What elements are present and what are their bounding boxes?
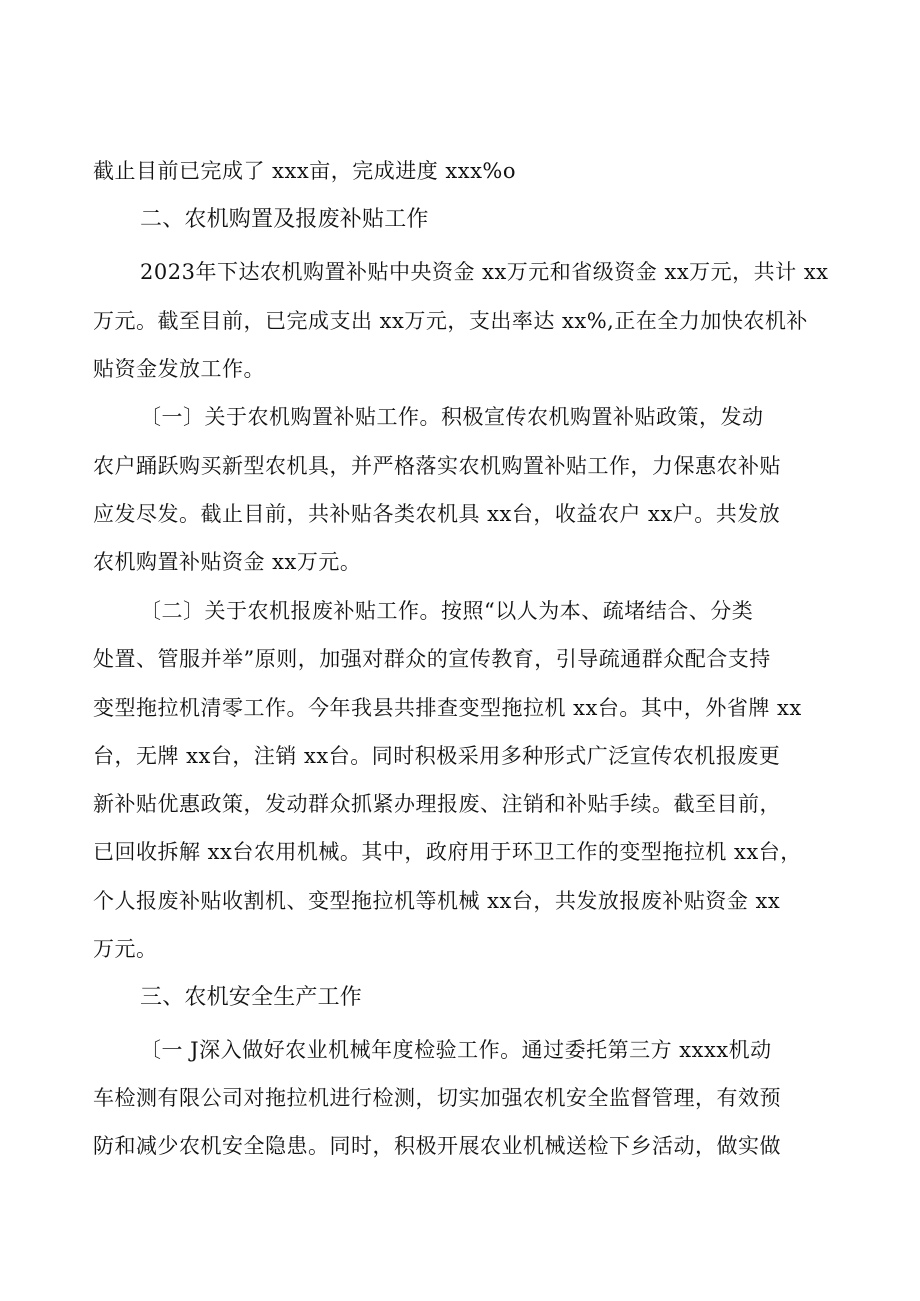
- paragraph-line: 截止目前已完成了 xxx亩，完成进度 xxx%o: [93, 159, 517, 183]
- paragraph-line: 万元。截至目前，已完成支出 xx万元，支出率达 xx%,正在全力加快农机补: [93, 309, 808, 333]
- paragraph-line: 〔二〕关于农机报废补贴工作。按照“以人为本、疏堵结合、分类: [140, 599, 754, 623]
- paragraph-line: 个人报废补贴收割机、变型拖拉机等机械 xx台，共发放报废补贴资金 xx: [93, 889, 781, 913]
- paragraph-line: 新补贴优惠政策，发动群众抓紧办理报废、注销和补贴手续。截至目前，: [93, 792, 781, 816]
- paragraph-line: 贴资金发放工作。: [93, 357, 265, 381]
- paragraph-line: 农户踊跃购买新型农机具，并严格落实农机购置补贴工作，力保惠农补贴: [93, 454, 781, 478]
- section-heading: 二、农机购置及报废补贴工作: [140, 207, 429, 232]
- paragraph-line: 已回收拆解 xx台农用机械。其中，政府用于环卫工作的变型拖拉机 xx台，: [93, 840, 802, 864]
- section-heading: 三、农机安全生产工作: [140, 985, 363, 1010]
- paragraph-line: 车检测有限公司对拖拉机进行检测，切实加强农机安全监督管理，有效预: [93, 1086, 781, 1110]
- paragraph-line: 万元。: [93, 937, 158, 961]
- paragraph-line: 应发尽发。截止目前，共补贴各类农机具 xx台，收益农户 xx户。共发放: [93, 502, 781, 526]
- paragraph-line: 台，无牌 xx台，注销 xx台。同时积极采用多种形式广泛宣传农机报废更: [93, 744, 781, 768]
- paragraph-line: 〔一 J深入做好农业机械年度检验工作。通过委托第三方 xxxx机动: [140, 1038, 772, 1062]
- paragraph-line: 〔一〕关于农机购置补贴工作。积极宣传农机购置补贴政策，发动: [140, 405, 764, 429]
- paragraph-line: 变型拖拉机清零工作。今年我县共排查变型拖拉机 xx台。其中，外省牌 xx: [93, 696, 802, 720]
- paragraph-line: 处置、管服并举”原则，加强对群众的宣传教育，引导疏通群众配合支持: [93, 647, 771, 671]
- paragraph-line: 2023年下达农机购置补贴中央资金 xx万元和省级资金 xx万元，共计 xx: [140, 260, 829, 284]
- paragraph-line: 农机购置补贴资金 xx万元。: [93, 550, 362, 574]
- paragraph-line: 防和减少农机安全隐患。同时，积极开展农业机械送检下乡活动，做实做: [93, 1134, 781, 1158]
